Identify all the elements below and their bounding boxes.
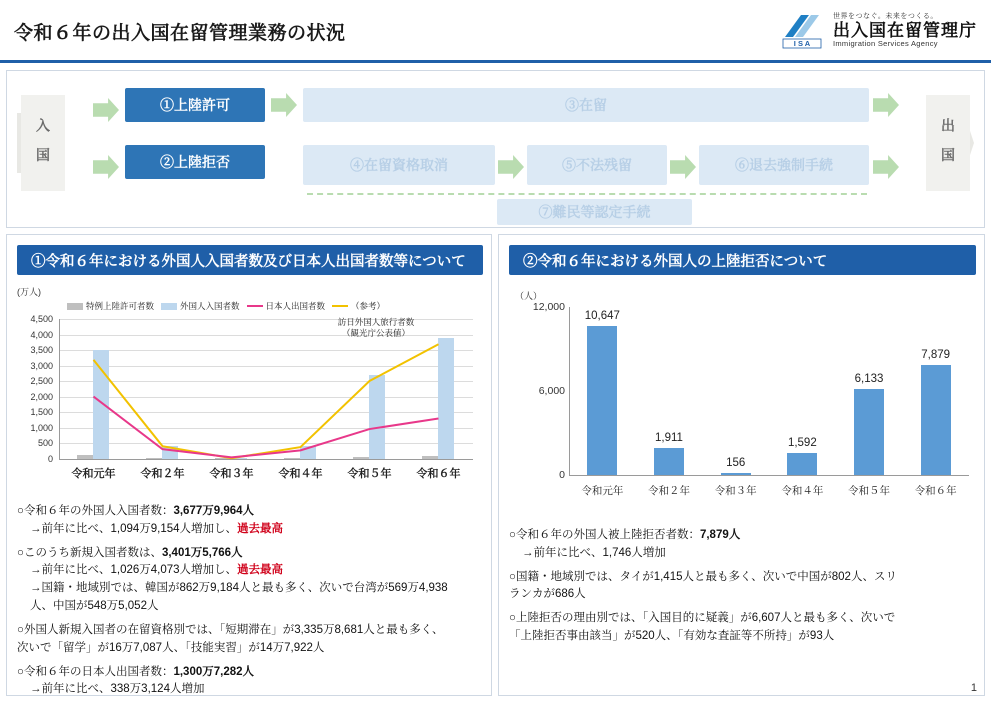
isa-logo-icon bbox=[779, 11, 825, 51]
bullet-head: ○令和６年の外国人被上陸拒否者数： bbox=[509, 529, 700, 541]
flow-box-residence[interactable]: ③在留 bbox=[303, 88, 869, 122]
chart-bar bbox=[587, 326, 617, 475]
chart-x-tick-label: 令和元年 bbox=[581, 485, 624, 497]
flow-box-deportation[interactable]: ⑥退去強制手続 bbox=[699, 145, 869, 185]
chart-bar bbox=[721, 473, 751, 475]
bullet-item bbox=[17, 503, 485, 539]
chart-x-tick-label: 令和５年 bbox=[847, 485, 890, 497]
chart-bar bbox=[654, 448, 684, 475]
chart-y-tick-label: 500 bbox=[37, 438, 53, 449]
flow-box-illegal-overstay[interactable]: ⑤不法残留 bbox=[527, 145, 667, 185]
chart-bar-value: 6,133 bbox=[854, 373, 884, 386]
chart-y-tick-label: 3,000 bbox=[30, 360, 53, 371]
bullet-head: ○令和６年の日本人出国者数： bbox=[17, 665, 174, 678]
header-divider bbox=[0, 60, 991, 63]
chart-entries-unit: (万人) bbox=[17, 287, 41, 297]
right-bullet-list bbox=[509, 527, 979, 652]
bullet-sub: →前年に比べ、1,094万9,154人増加し、過去最高 bbox=[30, 522, 284, 535]
bullet-head-value: 1,300万7,282人 bbox=[173, 665, 255, 678]
chart-y-axis bbox=[569, 307, 570, 475]
bullet-sub: 次いで「留学」が16万7,087人、「技能実習」が14万7,922人 bbox=[17, 641, 325, 654]
chart-x-tick-label: 令和５年 bbox=[347, 468, 392, 480]
logo-agency-name: 出入国在留管理庁 bbox=[833, 20, 977, 40]
section-title-right: ②令和６年における外国人の上陸拒否について bbox=[509, 245, 976, 275]
svg-text:I S A: I S A bbox=[793, 39, 811, 49]
bullet-head-value: 3,401万5,766人 bbox=[161, 546, 243, 559]
chart-y-tick-label: 4,500 bbox=[30, 314, 53, 324]
page-title: 令和６年の出入国在留管理業務の状況 bbox=[14, 23, 346, 44]
flow-arrow-icon bbox=[873, 93, 899, 117]
chart-line bbox=[94, 397, 439, 458]
chart-denials-unit: （人） bbox=[515, 291, 543, 301]
chart-bar-value: 1,911 bbox=[655, 432, 683, 445]
chart-x-tick-label: 令和６年 bbox=[914, 485, 957, 497]
chart-denials bbox=[507, 283, 977, 513]
chart-bar bbox=[854, 389, 884, 475]
chart-x-tick-label: 令和４年 bbox=[781, 485, 824, 497]
bullet-item bbox=[509, 569, 979, 605]
chart-x-tick-label: 令和３年 bbox=[209, 468, 254, 480]
chart-bar-value: 10,647 bbox=[584, 309, 620, 322]
logo-tagline: 世界をつなぐ。未来をつくる。 bbox=[833, 12, 938, 20]
chart-y-tick-label: 3,500 bbox=[30, 345, 53, 356]
bullet-item bbox=[509, 610, 979, 646]
chart-y-tick-label: 2,000 bbox=[30, 391, 53, 402]
bullet-head: ○令和６年の外国人入国者数： bbox=[17, 505, 174, 517]
flow-box-landing-permission[interactable]: ①上陸許可 bbox=[125, 88, 265, 122]
section-landing-denials bbox=[498, 234, 985, 696]
chart-bar-value: 156 bbox=[726, 456, 746, 469]
bullet-head: ○このうち新規入国者数は、 bbox=[17, 546, 162, 559]
chart-x-tick-label: 令和２年 bbox=[647, 485, 690, 497]
logo-agency-name-en: Immigration Services Agency bbox=[833, 39, 938, 49]
flow-arrow-icon bbox=[93, 155, 119, 179]
bullet-item bbox=[509, 527, 979, 563]
bullet-sub: 「上陸拒否事由該当」が520人、「有効な査証等不所持」が93人 bbox=[509, 630, 835, 643]
legend-label: （参考） bbox=[351, 301, 386, 311]
bullet-head: ○外国人新規入国者の在留資格別では、「短期滞在」が3,335万8,681人と最も多く、 bbox=[17, 623, 444, 636]
chart-y-tick-label: 12,000 bbox=[532, 301, 565, 313]
section-foreign-entries bbox=[6, 234, 492, 696]
chart-x-tick-label: 令和４年 bbox=[278, 468, 323, 480]
chart-y-tick-label: 1,000 bbox=[30, 422, 53, 433]
section-title-left: ①令和６年における外国人入国者数及び日本人出国者数等について bbox=[17, 245, 483, 275]
flow-box-refugee-recognition[interactable]: ⑦難民等認定手続 bbox=[497, 199, 692, 225]
flow-arrow-icon bbox=[93, 98, 119, 122]
chart-bar bbox=[921, 365, 951, 475]
flow-arrow-icon bbox=[271, 93, 297, 117]
flow-dashed-connector bbox=[307, 193, 867, 195]
bullet-head-value: 7,879人 bbox=[699, 529, 741, 541]
bullet-sub: →前年に比べ、1,746人増加 bbox=[522, 546, 666, 559]
page-number: 1 bbox=[970, 682, 977, 694]
chart-entries bbox=[15, 283, 485, 495]
legend-label: 外国人入国者数 bbox=[180, 301, 240, 311]
bullet-head: ○上陸拒否の理由別では、「入国目的に疑義」が6,607人と最も多く、次いで bbox=[509, 612, 896, 625]
chart-y-tick-label: 2,500 bbox=[30, 376, 53, 387]
flow-box-status-revocation[interactable]: ④在留資格取消 bbox=[303, 145, 495, 185]
bullet-sub: →前年に比べ、1,026万4,073人増加し、過去最高 bbox=[30, 564, 284, 577]
chart-bar bbox=[787, 453, 817, 475]
bullet-sub: →前年に比べ、338万3,124人増加 bbox=[30, 683, 205, 696]
chart-y-tick-label: 0 bbox=[47, 454, 53, 464]
chart-y-tick-label: 6,000 bbox=[538, 385, 565, 397]
bullet-head: ○国籍・地域別では、タイが1,415人と最も多く、次いで中国が802人、スリ bbox=[509, 570, 897, 583]
bullet-item bbox=[17, 664, 485, 700]
chart-bar-value: 1,592 bbox=[787, 436, 817, 449]
chart-y-tick-label: 0 bbox=[559, 469, 565, 481]
bullet-head-value: 3,677万9,964人 bbox=[173, 505, 255, 517]
legend-label: 特例上陸許可者数 bbox=[86, 301, 155, 311]
chart-line bbox=[94, 344, 439, 458]
chart-x-tick-label: 令和元年 bbox=[71, 468, 116, 480]
left-bullet-list bbox=[17, 503, 485, 705]
flow-arrow-icon bbox=[498, 155, 524, 179]
chart-x-tick-label: 令和３年 bbox=[714, 485, 757, 497]
page-header bbox=[0, 0, 991, 62]
chart-bar-value: 7,879 bbox=[921, 348, 951, 361]
flow-arrow-icon bbox=[873, 155, 899, 179]
flow-box-landing-denial[interactable]: ②上陸拒否 bbox=[125, 145, 265, 179]
chart-x-tick-label: 令和６年 bbox=[416, 468, 461, 480]
agency-logo bbox=[779, 8, 977, 54]
flow-exit-label: 出 国 bbox=[926, 95, 970, 191]
chart-y-tick-label: 4,000 bbox=[30, 329, 53, 340]
bullet-item bbox=[17, 622, 485, 658]
flow-entry-label: 入 国 bbox=[21, 95, 65, 191]
bullet-sub: →国籍・地域別では、韓国が862万9,184人と最も多く、次いで台湾が569万4,938 bbox=[30, 582, 448, 595]
legend-label: 日本人出国者数 bbox=[265, 301, 326, 311]
bullet-item bbox=[17, 545, 485, 616]
chart-x-axis bbox=[569, 475, 969, 476]
bullet-sub: 人、中国が548万5,052人 bbox=[30, 600, 159, 613]
chart-x-tick-label: 令和２年 bbox=[140, 468, 185, 480]
chart-y-tick-label: 1,500 bbox=[30, 407, 53, 418]
chart-entries-annotation: 訪日外国人旅行者数 （観光庁公表値） bbox=[337, 317, 415, 339]
flow-diagram bbox=[6, 70, 985, 228]
flow-arrow-icon bbox=[670, 155, 696, 179]
bullet-sub: ランカが686人 bbox=[509, 588, 586, 601]
